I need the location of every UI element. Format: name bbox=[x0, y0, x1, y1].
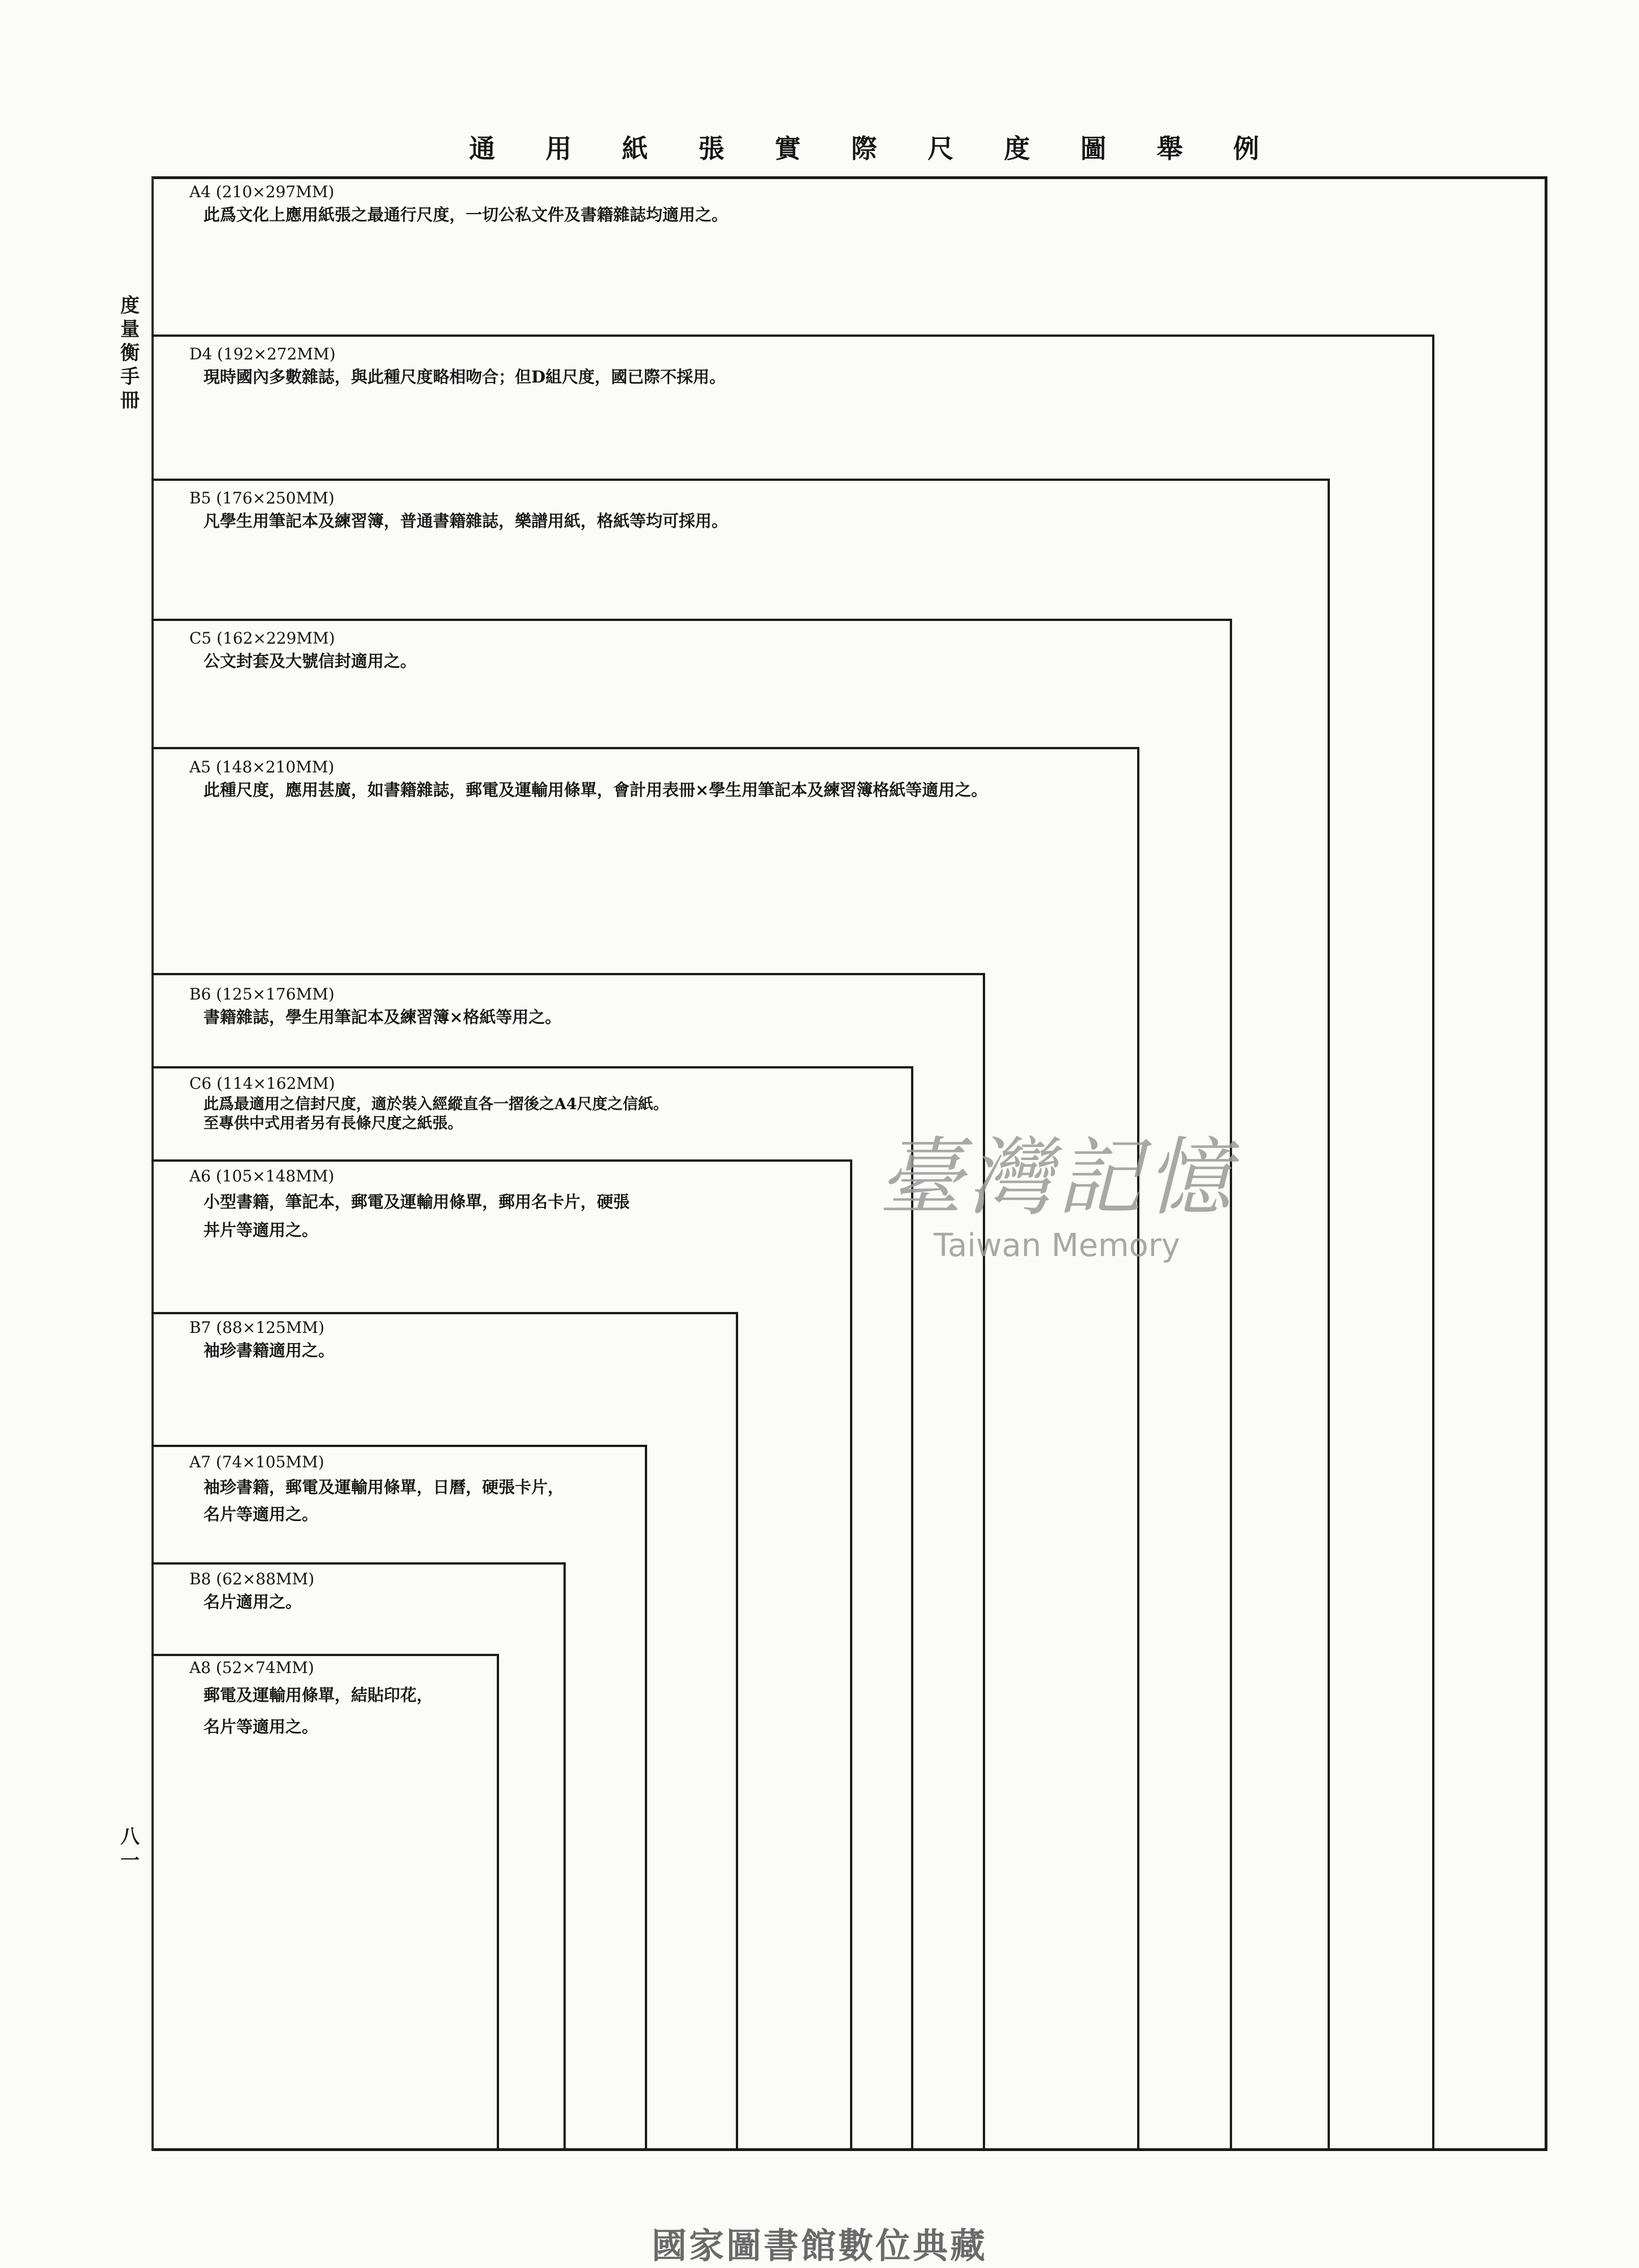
entry-b7 bbox=[189, 1317, 335, 1362]
side-char: 量 bbox=[120, 318, 140, 341]
title-char: 實 bbox=[774, 133, 802, 164]
title-char: 通 bbox=[469, 133, 496, 164]
size-label: A8 (52×74MM) bbox=[189, 1658, 314, 1677]
entry-a6 bbox=[189, 1165, 630, 1244]
size-description: 袖珍書籍，郵電及運輸用條單，日曆，硬張卡片， 名片等適用之。 bbox=[203, 1478, 565, 1524]
title-char: 度 bbox=[1004, 133, 1031, 164]
entry-b6 bbox=[189, 983, 561, 1028]
entry-b8 bbox=[189, 1568, 314, 1613]
size-label: A5 (148×210MM) bbox=[189, 758, 335, 776]
size-description: 此種尺度，應用甚廣，如書籍雜誌，郵電及運輸用條單，會計用表冊×學生用筆記本及練習簿格紙等適用之。 bbox=[203, 780, 988, 800]
watermark bbox=[814, 1130, 1300, 1277]
size-description: 此爲文化上應用紙張之最通行尺度，一切公私文件及書籍雜誌均適用之。 bbox=[203, 205, 729, 224]
title-char: 紙 bbox=[622, 133, 649, 164]
size-label: B5 (176×250MM) bbox=[189, 489, 335, 507]
page-number-char: 一 bbox=[120, 1849, 140, 1872]
size-label: D4 (192×272MM) bbox=[189, 345, 336, 363]
size-description: 書籍雜誌，學生用筆記本及練習簿×格紙等用之。 bbox=[203, 1007, 562, 1027]
size-label: C5 (162×229MM) bbox=[189, 629, 335, 648]
size-description: 小型書籍，筆記本，郵電及運輸用條單，郵用名卡片，硬張 丼片等適用之。 bbox=[203, 1192, 630, 1240]
page-title bbox=[469, 127, 1260, 167]
entry-c6 bbox=[189, 1072, 669, 1133]
archive-footer: 國家圖書館數位典藏 bbox=[651, 2225, 987, 2266]
title-char: 用 bbox=[545, 133, 573, 164]
size-description: 袖珍書籍適用之。 bbox=[203, 1341, 335, 1360]
size-label: B8 (62×88MM) bbox=[189, 1570, 315, 1588]
title-char: 際 bbox=[851, 133, 878, 164]
title-char: 張 bbox=[698, 133, 726, 164]
size-label: A6 (105×148MM) bbox=[189, 1167, 335, 1185]
entry-b5 bbox=[189, 487, 728, 532]
entry-c5 bbox=[189, 627, 417, 672]
watermark-chinese: 臺灣記憶 bbox=[878, 1129, 1235, 1227]
watermark-english: Taiwan Memory bbox=[934, 1227, 1180, 1264]
size-description: 郵電及運輸用條單，結貼印花， 名片等適用之。 bbox=[203, 1685, 433, 1736]
entry-a8 bbox=[189, 1657, 433, 1743]
size-description: 現時國內多數雜誌，與此種尺度略相吻合；但D組尺度，國已際不採用。 bbox=[203, 367, 726, 386]
title-char: 舉 bbox=[1156, 133, 1184, 164]
page-number-char: 八 bbox=[120, 1826, 140, 1848]
side-char: 度 bbox=[120, 294, 140, 317]
size-description: 凡學生用筆記本及練習簿，普通書籍雜誌，樂譜用紙，格紙等均可採用。 bbox=[203, 511, 729, 531]
page-number bbox=[116, 1825, 144, 1872]
entry-d4 bbox=[189, 343, 726, 388]
size-label: C6 (114×162MM) bbox=[189, 1074, 335, 1093]
title-char: 例 bbox=[1233, 133, 1260, 164]
book-title-vertical bbox=[116, 294, 144, 412]
size-label: B7 (88×125MM) bbox=[189, 1318, 325, 1337]
title-char: 圖 bbox=[1080, 133, 1108, 164]
side-char: 衡 bbox=[120, 342, 140, 364]
size-description: 此爲最適用之信封尺度，適於裝入經縱直各一摺後之A4尺度之信紙。 至專供中式用者另有長條尺度之紙張。 bbox=[203, 1096, 669, 1132]
title-char: 尺 bbox=[927, 133, 955, 164]
size-label: A4 (210×297MM) bbox=[189, 183, 335, 201]
entry-a5 bbox=[189, 756, 987, 801]
size-label: B6 (125×176MM) bbox=[189, 985, 335, 1003]
side-char: 手 bbox=[120, 366, 140, 388]
size-description: 公文封套及大號信封適用之。 bbox=[203, 651, 417, 671]
side-char: 冊 bbox=[120, 389, 140, 412]
size-description: 名片適用之。 bbox=[203, 1592, 302, 1611]
entry-a7 bbox=[189, 1451, 564, 1528]
size-label: A7 (74×105MM) bbox=[189, 1453, 324, 1471]
entry-a4 bbox=[189, 181, 728, 226]
